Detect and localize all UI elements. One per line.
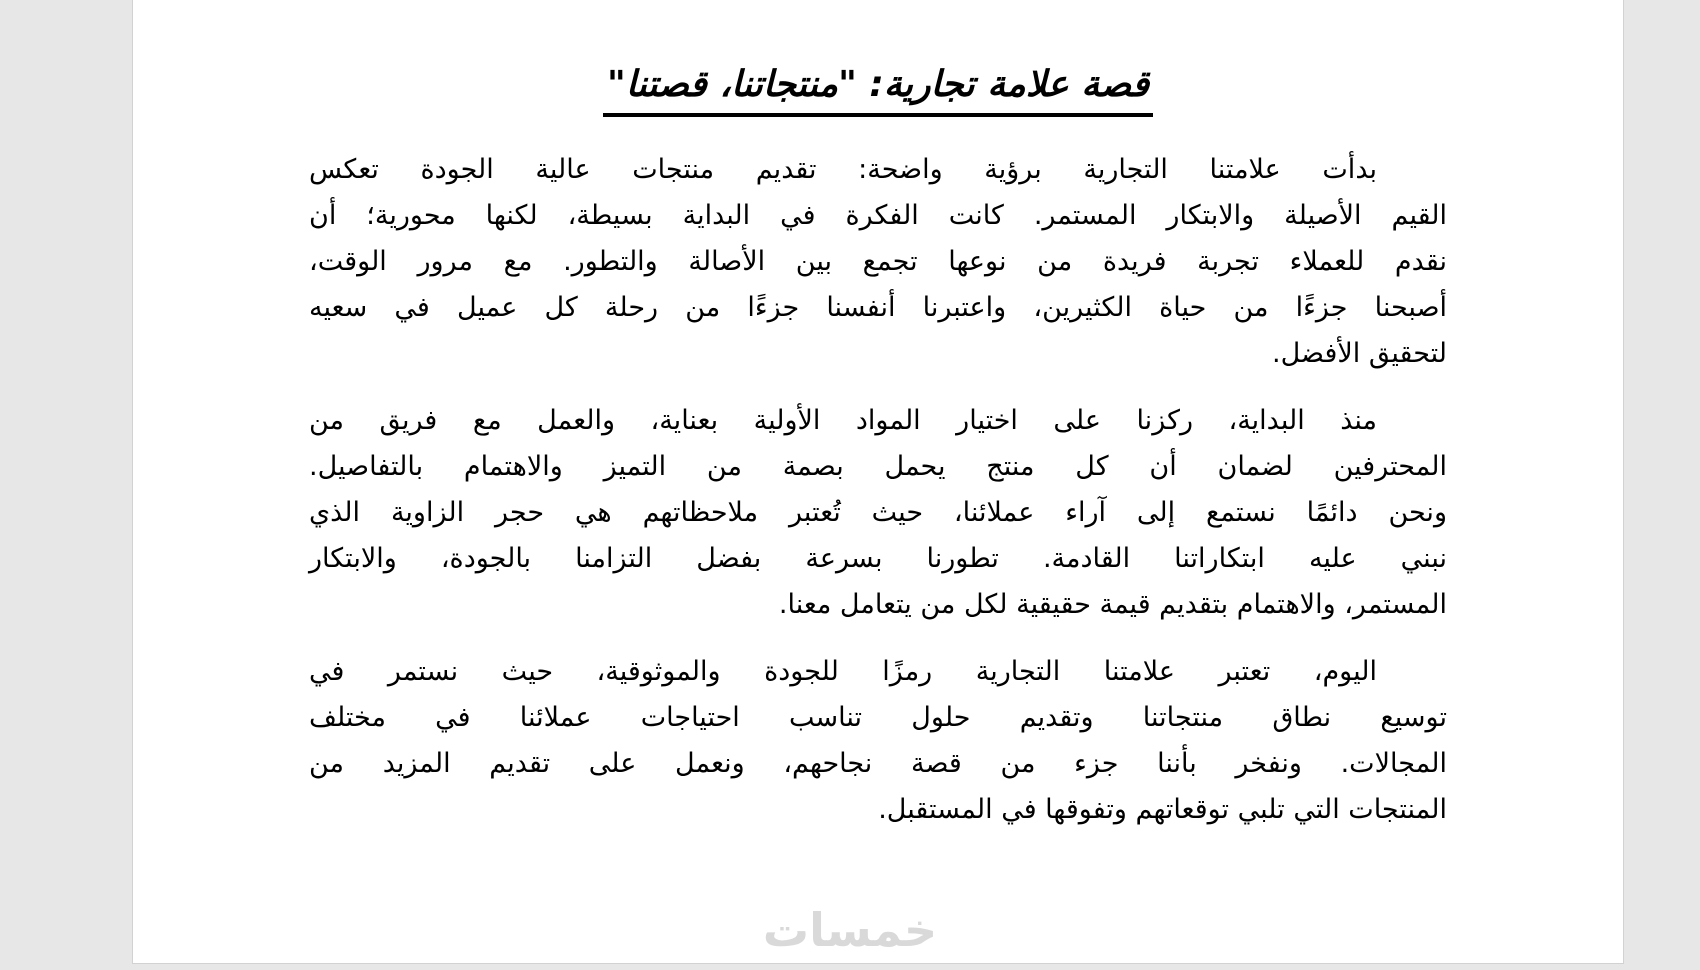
title-container [133,62,1623,117]
paragraph-line: منذ البداية، ركزنا على اختيار المواد الأولية بعناية، والعمل مع فريق من [309,405,1377,436]
document-title: قصة علامة تجارية: "منتجاتنا، قصتنا" [603,62,1153,117]
paragraph-line: لتحقيق الأفضل. [1272,338,1447,369]
paragraph-2 [309,398,1447,628]
paragraph-line: بدأت علامتنا التجارية برؤية واضحة: تقديم منتجات عالية الجودة تعكس [309,154,1377,185]
paragraph-line: المنتجات التي تلبي توقعاتهم وتفوقها في المستقبل. [878,794,1447,825]
paragraph-line: أصبحنا جزءًا من حياة الكثيرين، واعتبرنا أنفسنا جزءًا من رحلة كل عميل في سعيه [309,292,1447,323]
document-page[interactable] [133,0,1623,963]
paragraph-line: اليوم، تعتبر علامتنا التجارية رمزًا للجودة والموثوقية، حيث نستمر في [309,656,1377,687]
paragraph-line: المحترفين لضمان أن كل منتج يحمل بصمة من التميز والاهتمام بالتفاصيل. [309,451,1447,482]
paragraph-line: المستمر، والاهتمام بتقديم قيمة حقيقية لكل من يتعامل معنا. [778,589,1447,620]
paragraph-line: المجالات. ونفخر بأننا جزء من قصة نجاحهم، ونعمل على تقديم المزيد من [309,748,1447,779]
paragraph-3 [309,649,1447,833]
paragraph-line: توسيع نطاق منتجاتنا وتقديم حلول تناسب احتياجات عملائنا في مختلف [309,702,1447,733]
paragraph-line: القيم الأصيلة والابتكار المستمر. كانت الفكرة في البداية بسيطة، لكنها محورية؛ أن [309,200,1447,231]
khamsat-watermark: خمسات [762,903,938,957]
paragraph-line: نقدم للعملاء تجربة فريدة من نوعها تجمع بين الأصالة والتطور. مع مرور الوقت، [309,246,1447,277]
document-body [309,147,1447,854]
paragraph-line: ونحن دائمًا نستمع إلى آراء عملائنا، حيث تُعتبر ملاحظاتهم هي حجر الزاوية الذي [309,497,1447,528]
paragraph-1 [309,147,1447,377]
paragraph-line: نبني عليه ابتكاراتنا القادمة. تطورنا بسرعة بفضل التزامنا بالجودة، والابتكار [309,543,1447,574]
